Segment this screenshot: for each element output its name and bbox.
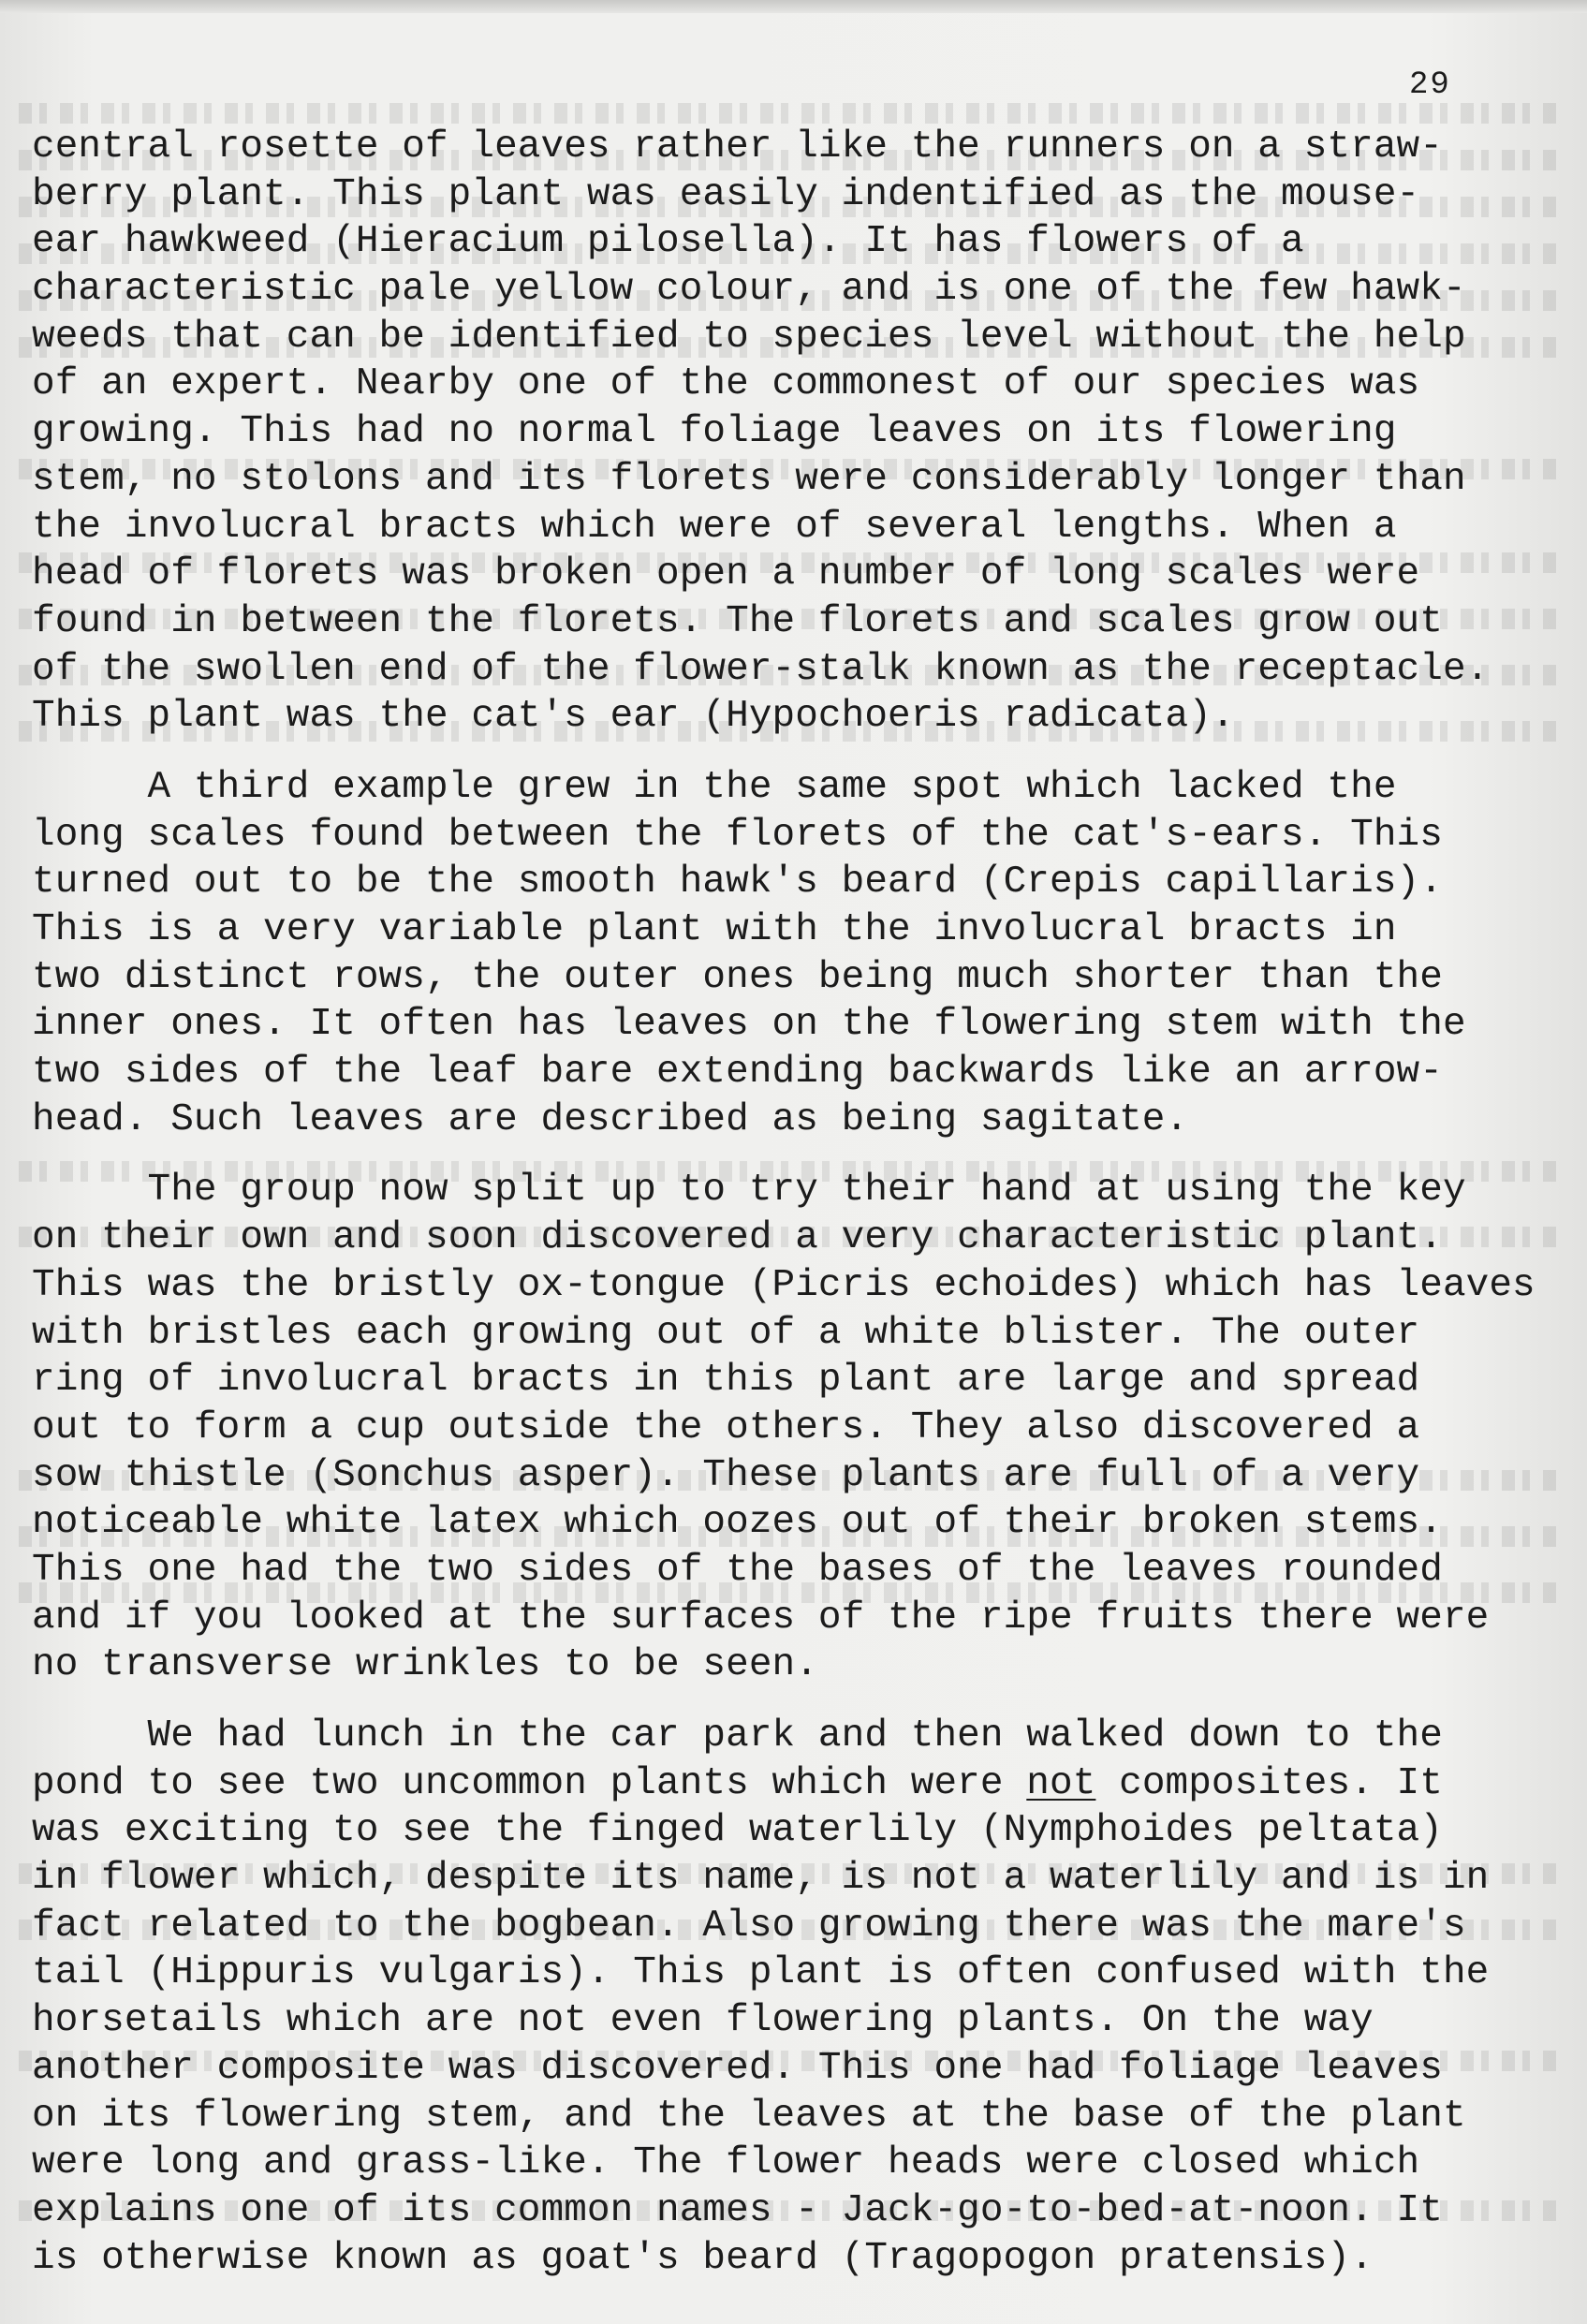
text-line: two distinct rows, the outer ones being much shorter than the: [32, 955, 1443, 999]
text-line: This was the bristly ox-tongue (Picris echoides) which has leaves: [32, 1263, 1536, 1307]
text-line: horsetails which are not even flowering plants. On the way: [32, 1999, 1374, 2043]
text-line: was exciting to see the finged waterlily (Nymphoides peltata): [32, 1809, 1443, 1853]
text-line: is otherwise known as goat's beard (Tragopogon pratensis).: [32, 2236, 1374, 2280]
text-line: weeds that can be identified to species level without the help: [32, 315, 1466, 359]
text-line: another composite was discovered. This one had foliage leaves: [32, 2046, 1443, 2090]
text-line: This is a very variable plant with the involucral bracts in: [32, 908, 1397, 951]
text-line: of the swollen end of the flower-stalk known as the receptacle.: [32, 647, 1490, 691]
text-line: the involucral bracts which were of several lengths. When a: [32, 505, 1397, 549]
text-line: in flower which, despite its name, is not a waterlily and is in: [32, 1857, 1490, 1901]
text-line: central rosette of leaves rather like the runners on a straw-: [32, 125, 1443, 169]
text-line-with-underline: [32, 1760, 1567, 1808]
text-segment: composites. It: [1095, 1761, 1443, 1805]
text-line: long scales found between the florets of the cat's-ears. This: [32, 813, 1443, 857]
text-line: of an expert. Nearby one of the commonest of our species was: [32, 362, 1420, 406]
text-line: found in between the florets. The florets and scales grow out: [32, 599, 1443, 643]
paragraph-hawks-beard: [32, 764, 1567, 1144]
body-text: [32, 124, 1567, 2282]
text-segment: pond to see two uncommon plants which were: [32, 1761, 1027, 1805]
text-line: ear hawkweed (Hieracium pilosella). It has flowers of a: [32, 220, 1304, 264]
text-line: noticeable white latex which oozes out of their broken stems.: [32, 1501, 1443, 1545]
text-line: on their own and soon discovered a very characteristic plant.: [32, 1216, 1443, 1260]
underlined-word: not: [1026, 1761, 1096, 1805]
text-line: inner ones. It often has leaves on the flowering stem with the: [32, 1003, 1466, 1047]
text-line: berry plant. This plant was easily indentified as the mouse-: [32, 172, 1420, 216]
text-line: head. Such leaves are described as being sagitate.: [32, 1097, 1189, 1141]
text-line: were long and grass-like. The flower heads were closed which: [32, 2141, 1420, 2185]
text-line: explains one of its common names - Jack-go-to-bed-at-noon. It: [32, 2188, 1443, 2232]
text-line: on its flowering stem, and the leaves at the base of the plant: [32, 2094, 1466, 2138]
text-line: characteristic pale yellow colour, and is one of the few hawk-: [32, 268, 1466, 312]
text-line: no transverse wrinkles to be seen.: [32, 1643, 818, 1687]
text-line: two sides of the leaf bare extending backwards like an arrow-: [32, 1051, 1443, 1095]
text-line: and if you looked at the surfaces of the ripe fruits there were: [32, 1596, 1490, 1640]
text-line: growing. This had no normal foliage leaves on its flowering: [32, 410, 1397, 454]
text-line: The group now split up to try their hand at using the key: [32, 1169, 1466, 1213]
text-line: tail (Hippuris vulgaris). This plant is often confused with the: [32, 1951, 1490, 1995]
page-number: 29: [1409, 67, 1451, 103]
paragraph-gap: [32, 741, 1567, 764]
paragraph-gap: [32, 1143, 1567, 1167]
text-line: out to form a cup outside the others. They also discovered a: [32, 1405, 1420, 1449]
text-line: This one had the two sides of the bases of the leaves rounded: [32, 1548, 1443, 1592]
text-line: ring of involucral bracts in this plant are large and spread: [32, 1359, 1420, 1403]
paragraph-gap: [32, 1689, 1567, 1713]
text-line: sow thistle (Sonchus asper). These plants are full of a very: [32, 1453, 1420, 1497]
page-top-edge: [0, 0, 1587, 13]
paragraph-pond: [32, 1713, 1567, 2282]
text-line: A third example grew in the same spot which lacked the: [32, 765, 1397, 809]
text-line: This plant was the cat's ear (Hypochoeris radicata).: [32, 695, 1235, 739]
text-line: with bristles each growing out of a white blister. The outer: [32, 1311, 1420, 1355]
paragraph-ox-tongue: [32, 1167, 1567, 1689]
text-line: stem, no stolons and its florets were considerably longer than: [32, 457, 1466, 501]
paragraph-hawkweeds: [32, 124, 1567, 741]
text-line: turned out to be the smooth hawk's beard (Crepis capillaris).: [32, 860, 1443, 905]
text-line: fact related to the bogbean. Also growing there was the mare's: [32, 1904, 1466, 1948]
text-line: We had lunch in the car park and then walked down to the: [32, 1714, 1443, 1758]
text-line: head of florets was broken open a number of long scales were: [32, 552, 1420, 596]
